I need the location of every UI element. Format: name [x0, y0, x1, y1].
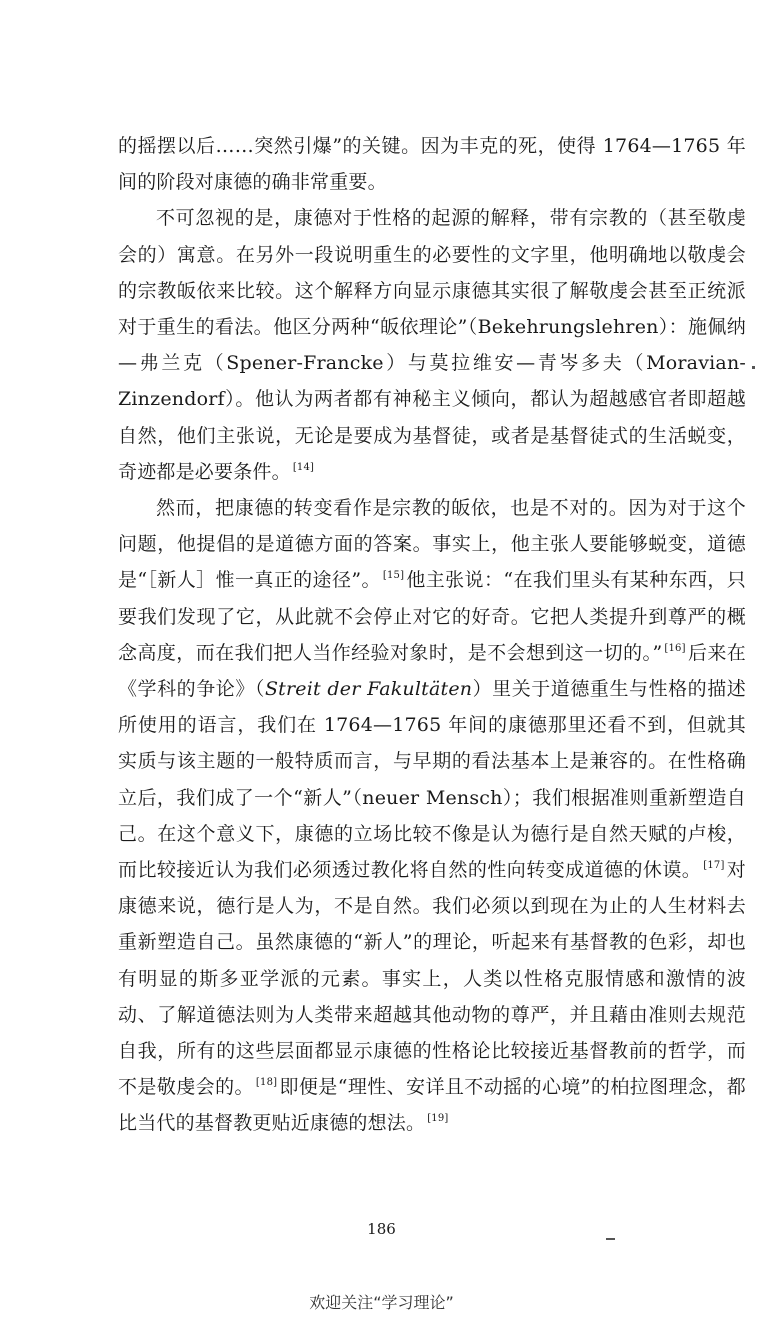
paragraph [118, 490, 746, 1142]
scan-speck [606, 1238, 615, 1240]
text-run: 即便是“理性、安详且不动摇的心境”的柏拉图理念，都比当代的基督教更贴近康德的想法。 [118, 1076, 746, 1135]
footnote-ref: [17] [703, 860, 725, 872]
italic-title: Streit der Fakultäten [264, 678, 473, 701]
paragraph [118, 128, 746, 200]
scan-speck [752, 366, 755, 369]
footnote-ref: [16] [664, 642, 686, 654]
footnote-ref: [15] [382, 570, 405, 582]
footnote-ref: [14] [292, 461, 315, 473]
text-run: 然而，把康德的转变看作是宗教的皈依，也是不对的。因为对于这个问题，他提倡的是道德方面的答案。事实上，他主张人要能够蜕变，道德是“［新人］惟一真正的途径”。 [118, 497, 746, 592]
footnote-ref: [19] [427, 1113, 449, 1125]
footer-note: 欢迎关注“学习理论” [309, 1293, 454, 1312]
page-number: 186 [367, 1220, 396, 1238]
text-run: ）里关于道德重生与性格的描述所使用的语言，我们在 1764—1765 年间的康德那里还看不到，但就其实质与该主题的一般特质而言，与早期的看法基本上是兼容的。在性格确立后，我们成了一个“新人”（neuer Mensch）；我们根据准则重新塑造自己。在这个意义下，康德的立场比较不像是认为德行是自然天赋的卢梭，而比较接近认为我们必须透过教化将自然的性向转变成道德的休谟。 [118, 678, 746, 882]
paragraph [118, 200, 746, 490]
footnote-ref: [18] [255, 1077, 278, 1089]
text-run: 对康德来说，德行是人为，不是自然。我们必须以到现在为止的人生材料去重新塑造自己。虽然康德的“新人”的理论，听起来有基督教的色彩，却也有明显的斯多亚学派的元素。事实上，人类以性格克服情感和激情的波动、了解道德法则为人类带来超越其他动物的尊严，并且藉由准则去规范自我，所有的这些层面都显示康德的性格论比较接近基督教前的哲学，而不是敬虔会的。 [118, 859, 746, 1099]
text-run: 他主张说：“在我们里头有某种东西，只要我们发现了它，从此就不会停止对它的好奇。它把人类提升到尊严的概念高度，而在我们把人当作经验对象时，是不会想到这一切的。” [118, 569, 746, 664]
text-run: 不可忽视的是，康德对于性格的起源的解释，带有宗教的（甚至敬虔会的）寓意。在另外一段说明重生的必要性的文字里，他明确地以敬虔会的宗教皈依来比较。这个解释方向显示康德其实很了解敬虔会甚至正统派对于重生的看法。他区分两种“皈依理论”（Bekehrungslehren）：施佩纳—弗兰克（Spener-Francke）与莫拉维安—青岑多夫（Moravian-Zinzendorf）。他认为两者都有神秘主义倾向，都认为超越感官者即超越自然，他们主张说，无论是要成为基督徒，或者是基督徒式的生活蜕变，奇迹都是必要条件。 [118, 207, 746, 483]
text-run: 的摇摆以后……突然引爆”的关键。因为丰克的死，使得 1764—1765 年间的阶段对康德的确非常重要。 [118, 135, 746, 194]
body-text [118, 128, 746, 1142]
text-run: 后来在《学科的争论》（ [118, 641, 747, 701]
